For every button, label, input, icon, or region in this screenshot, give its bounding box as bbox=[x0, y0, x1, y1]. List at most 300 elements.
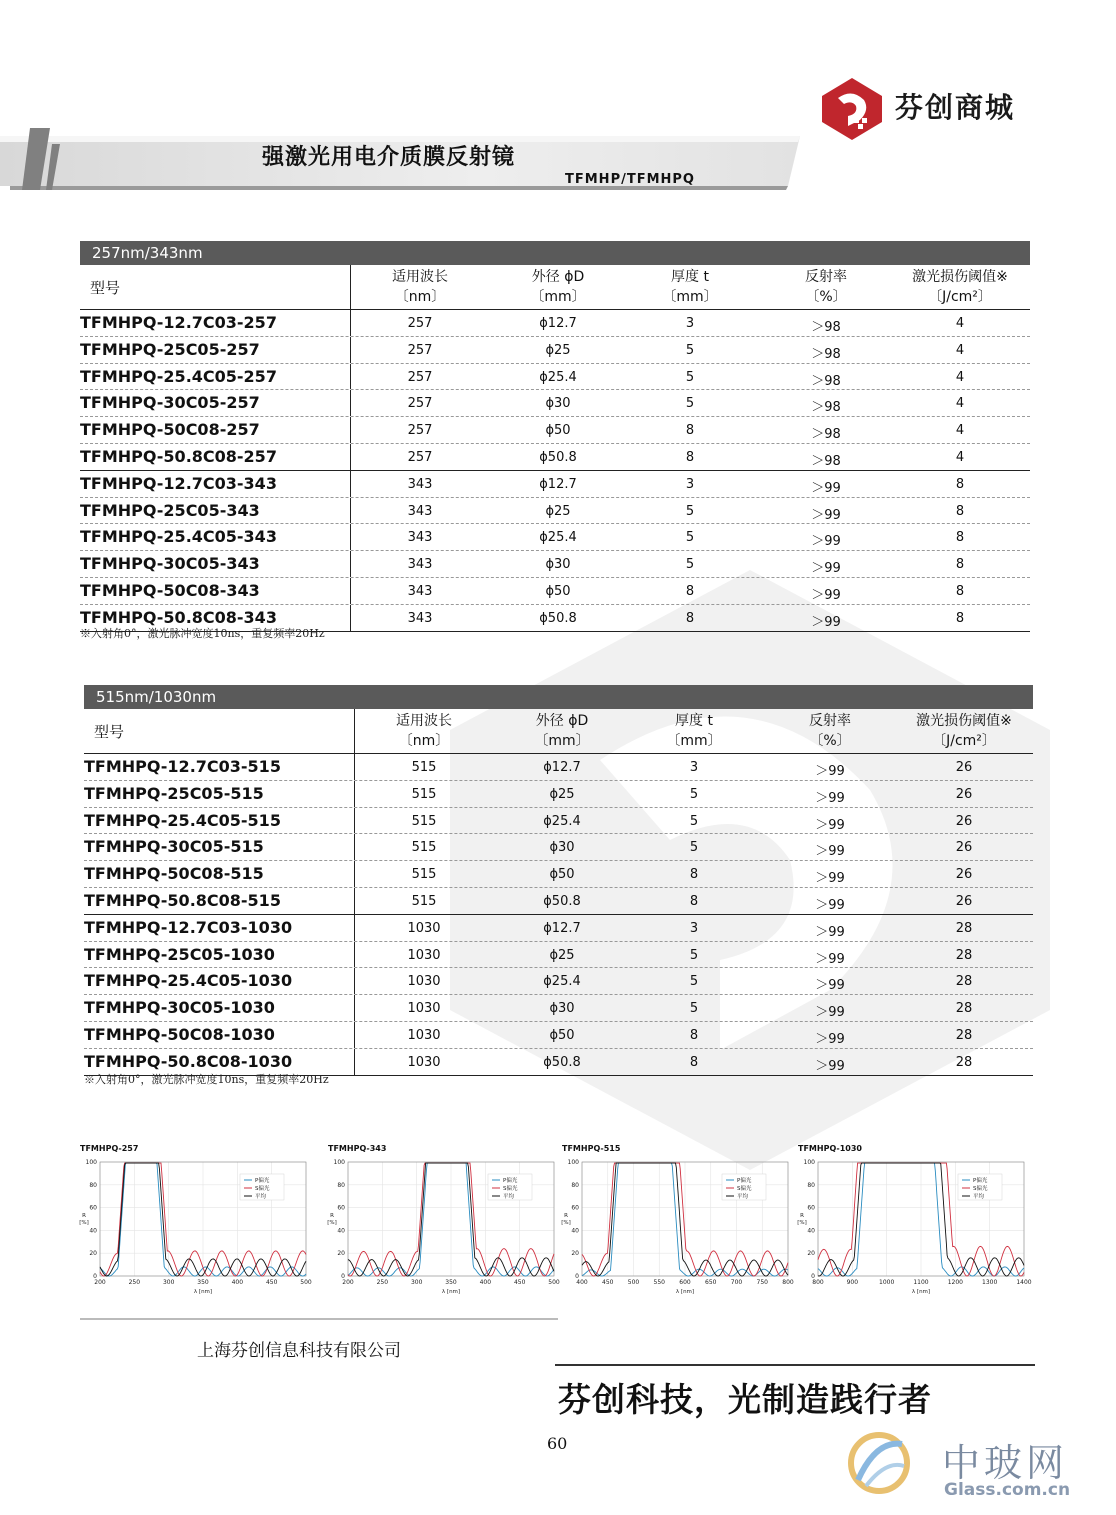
cell-reflectance: ＞99 bbox=[815, 871, 845, 887]
cell-damage-threshold: 4 bbox=[955, 423, 965, 439]
cell-reflectance: ＞98 bbox=[811, 320, 841, 335]
table-row bbox=[84, 942, 1033, 969]
cell-wavelength: 1030 bbox=[407, 1054, 441, 1070]
x-tick-label: 250 bbox=[128, 1279, 141, 1286]
cell-diameter: ϕ25 bbox=[545, 342, 571, 358]
cell-wavelength: 1030 bbox=[407, 920, 441, 936]
company-name: 上海芬创信息科技有限公司 bbox=[197, 1341, 401, 1361]
legend-label: S偏光 bbox=[737, 1186, 752, 1192]
header-label: 厚度 t bbox=[671, 269, 709, 285]
cell-diameter: ϕ25.4 bbox=[539, 369, 577, 385]
cell-diameter: ϕ30 bbox=[545, 396, 571, 412]
x-tick-label: 700 bbox=[730, 1279, 743, 1286]
cell-thickness: 8 bbox=[685, 423, 695, 439]
cell-diameter: ϕ25 bbox=[549, 947, 575, 963]
y-axis-label: [%] bbox=[79, 1220, 89, 1226]
chart-title: TFMHPQ-257 bbox=[80, 1144, 139, 1153]
cell-damage-threshold: 4 bbox=[955, 316, 965, 331]
cell-reflectance: ＞99 bbox=[811, 507, 841, 523]
table-row bbox=[80, 551, 1030, 578]
legend-label: 平均 bbox=[503, 1194, 515, 1200]
table-row bbox=[84, 781, 1033, 808]
column-header-row bbox=[84, 709, 1033, 754]
table-row bbox=[84, 915, 1033, 942]
cell-wavelength: 343 bbox=[407, 530, 433, 546]
cell-wavelength: 515 bbox=[411, 786, 437, 802]
y-tick-label: 80 bbox=[89, 1181, 97, 1189]
cell-wavelength: 343 bbox=[407, 476, 433, 492]
y-tick-label: 40 bbox=[89, 1227, 97, 1235]
cell-model: TFMHPQ-50.8C08-515 bbox=[84, 890, 281, 910]
cell-model: TFMHPQ-25.4C05-257 bbox=[80, 366, 277, 386]
y-axis-label: R bbox=[330, 1213, 334, 1219]
y-tick-label: 100 bbox=[567, 1159, 579, 1166]
x-tick-label: 750 bbox=[756, 1279, 768, 1286]
cell-thickness: 8 bbox=[689, 1027, 699, 1043]
x-axis-label: λ [nm] bbox=[911, 1289, 931, 1295]
legend-label: 平均 bbox=[255, 1194, 267, 1200]
header-label: 激光损伤阈值※ bbox=[912, 269, 1008, 285]
spec-table-515-1030 bbox=[84, 685, 1033, 1076]
cell-thickness: 8 bbox=[689, 867, 699, 883]
x-tick-label: 1300 bbox=[982, 1279, 998, 1286]
reflectance-chart-343 bbox=[326, 1144, 558, 1294]
y-tick-label: 20 bbox=[571, 1250, 579, 1258]
cell-thickness: 5 bbox=[685, 503, 695, 519]
cell-model: TFMHPQ-25C05-515 bbox=[84, 783, 264, 803]
y-tick-label: 100 bbox=[803, 1159, 815, 1166]
x-tick-label: 1000 bbox=[879, 1279, 895, 1286]
page-title: 强激光用电介质膜反射镜 bbox=[262, 145, 516, 170]
cell-thickness: 5 bbox=[689, 813, 699, 829]
cell-reflectance: ＞99 bbox=[815, 764, 845, 779]
cell-diameter: ϕ50.8 bbox=[539, 449, 577, 465]
y-tick-label: 60 bbox=[337, 1204, 345, 1212]
header-damage-threshold bbox=[890, 267, 1030, 307]
y-tick-label: 20 bbox=[89, 1250, 97, 1258]
cell-model: TFMHPQ-25.4C05-515 bbox=[84, 810, 281, 830]
legend-label: P偏光 bbox=[503, 1178, 518, 1184]
x-axis-label: λ [nm] bbox=[675, 1289, 695, 1295]
cell-reflectance: ＞99 bbox=[815, 951, 845, 967]
cell-thickness: 5 bbox=[689, 840, 699, 856]
header-unit: 〔nm〕 bbox=[398, 733, 450, 749]
cell-diameter: ϕ25.4 bbox=[539, 530, 577, 546]
cell-reflectance: ＞99 bbox=[811, 614, 841, 630]
cell-damage-threshold: 28 bbox=[955, 947, 973, 963]
y-axis-label: R bbox=[564, 1213, 568, 1219]
cell-model: TFMHPQ-50C08-257 bbox=[80, 420, 260, 440]
reflectance-chart-257 bbox=[78, 1144, 310, 1294]
header-thickness bbox=[620, 267, 760, 307]
cell-damage-threshold: 26 bbox=[955, 893, 973, 909]
cell-thickness: 5 bbox=[685, 342, 695, 358]
table-row bbox=[84, 888, 1033, 915]
slogan-divider bbox=[555, 1364, 1035, 1366]
table-row bbox=[84, 808, 1033, 835]
cell-diameter: ϕ30 bbox=[545, 557, 571, 573]
cell-reflectance: ＞99 bbox=[815, 817, 845, 833]
legend-label: 平均 bbox=[737, 1194, 749, 1200]
cell-thickness: 8 bbox=[689, 893, 699, 909]
table-row bbox=[80, 417, 1030, 444]
header-unit: 〔mm〕 bbox=[662, 289, 718, 305]
table-note: ※入射角0°，激光脉冲宽度10ns，重复频率20Hz bbox=[80, 627, 325, 640]
header-thickness bbox=[624, 711, 764, 751]
brand-name: 芬创商城 bbox=[895, 91, 1016, 124]
cell-model: TFMHPQ-30C05-343 bbox=[80, 554, 260, 574]
cell-thickness: 5 bbox=[685, 557, 695, 573]
cell-reflectance: ＞99 bbox=[815, 897, 845, 913]
table-row bbox=[80, 498, 1030, 525]
site-logo-icon bbox=[846, 1430, 912, 1496]
cell-diameter: ϕ25.4 bbox=[543, 974, 581, 990]
cell-wavelength: 515 bbox=[411, 867, 437, 883]
cell-reflectance: ＞98 bbox=[811, 453, 841, 469]
cell-wavelength: 1030 bbox=[407, 947, 441, 963]
cell-reflectance: ＞98 bbox=[811, 373, 841, 389]
cell-damage-threshold: 4 bbox=[955, 369, 965, 385]
header-unit: 〔%〕 bbox=[809, 733, 851, 749]
cell-diameter: ϕ50.8 bbox=[543, 1054, 581, 1070]
cell-model: TFMHPQ-50.8C08-343 bbox=[80, 607, 277, 627]
cell-diameter: ϕ12.7 bbox=[543, 760, 581, 775]
header-unit: 〔mm〕 bbox=[666, 733, 722, 749]
y-axis-label: R bbox=[800, 1213, 804, 1219]
y-tick-label: 20 bbox=[337, 1250, 345, 1258]
y-axis-label: [%] bbox=[561, 1220, 571, 1226]
cell-thickness: 5 bbox=[689, 786, 699, 802]
x-tick-label: 300 bbox=[410, 1279, 423, 1286]
cell-model: TFMHPQ-50C08-515 bbox=[84, 864, 264, 884]
cell-thickness: 5 bbox=[689, 974, 699, 990]
header-reflectance bbox=[756, 267, 896, 307]
cell-damage-threshold: 26 bbox=[955, 786, 973, 802]
x-tick-label: 450 bbox=[602, 1279, 614, 1286]
cell-damage-threshold: 8 bbox=[955, 503, 965, 519]
y-tick-label: 60 bbox=[571, 1204, 579, 1212]
table-row bbox=[80, 471, 1030, 498]
y-tick-label: 40 bbox=[807, 1227, 815, 1235]
x-tick-label: 350 bbox=[445, 1279, 457, 1286]
cell-thickness: 3 bbox=[689, 920, 699, 936]
x-tick-label: 450 bbox=[265, 1279, 278, 1286]
cell-diameter: ϕ12.7 bbox=[539, 316, 577, 331]
table-row bbox=[80, 310, 1030, 337]
y-tick-label: 80 bbox=[571, 1181, 579, 1189]
cell-model: TFMHPQ-30C05-515 bbox=[84, 837, 264, 857]
cell-diameter: ϕ50 bbox=[545, 423, 571, 439]
legend-label: P偏光 bbox=[737, 1178, 752, 1184]
x-tick-label: 400 bbox=[479, 1279, 492, 1286]
x-tick-label: 500 bbox=[627, 1279, 640, 1286]
cell-thickness: 3 bbox=[685, 476, 695, 492]
x-tick-label: 500 bbox=[300, 1279, 312, 1286]
cell-damage-threshold: 4 bbox=[955, 396, 965, 412]
header-diameter bbox=[492, 711, 632, 751]
header-diameter bbox=[488, 267, 628, 307]
x-tick-label: 900 bbox=[846, 1279, 859, 1286]
x-tick-label: 650 bbox=[705, 1279, 717, 1286]
x-tick-label: 300 bbox=[162, 1279, 175, 1286]
cell-reflectance: ＞99 bbox=[815, 1058, 845, 1074]
x-tick-label: 250 bbox=[376, 1279, 389, 1286]
cell-thickness: 8 bbox=[689, 1054, 699, 1070]
y-tick-label: 80 bbox=[807, 1181, 815, 1189]
cell-wavelength: 257 bbox=[407, 316, 433, 331]
cell-thickness: 5 bbox=[685, 530, 695, 546]
x-tick-label: 400 bbox=[576, 1279, 588, 1286]
y-tick-label: 40 bbox=[571, 1227, 579, 1235]
cell-wavelength: 257 bbox=[407, 423, 433, 439]
legend-label: 平均 bbox=[973, 1194, 985, 1200]
y-tick-label: 60 bbox=[89, 1204, 97, 1212]
chart-svg bbox=[78, 1144, 310, 1294]
header-wavelength bbox=[350, 267, 490, 307]
cell-thickness: 8 bbox=[685, 610, 695, 626]
cell-damage-threshold: 26 bbox=[955, 813, 973, 829]
cell-model: TFMHPQ-12.7C03-1030 bbox=[84, 917, 293, 937]
slogan: 芬创科技，光制造践行者 bbox=[558, 1380, 932, 1419]
cell-damage-threshold: 28 bbox=[955, 974, 973, 990]
table-row bbox=[80, 524, 1030, 551]
x-tick-label: 450 bbox=[513, 1279, 526, 1286]
legend-label: S偏光 bbox=[503, 1186, 518, 1192]
x-tick-label: 200 bbox=[342, 1279, 354, 1286]
cell-thickness: 3 bbox=[685, 316, 695, 331]
cell-reflectance: ＞99 bbox=[811, 561, 841, 577]
x-tick-label: 200 bbox=[94, 1279, 106, 1286]
y-tick-label: 60 bbox=[807, 1204, 815, 1212]
cell-diameter: ϕ50.8 bbox=[543, 893, 581, 909]
x-tick-label: 1400 bbox=[1016, 1279, 1032, 1286]
chart-svg bbox=[326, 1144, 558, 1294]
x-tick-label: 550 bbox=[653, 1279, 665, 1286]
cell-model: TFMHPQ-50C08-343 bbox=[80, 580, 260, 600]
y-tick-label: 100 bbox=[85, 1159, 97, 1166]
chart-svg bbox=[796, 1144, 1032, 1295]
cell-diameter: ϕ30 bbox=[549, 840, 575, 856]
cell-damage-threshold: 8 bbox=[955, 530, 965, 546]
cell-reflectance: ＞99 bbox=[811, 480, 841, 496]
spec-table-257-343 bbox=[80, 241, 1030, 632]
header-label: 激光损伤阈值※ bbox=[916, 713, 1012, 729]
header-label: 反射率 bbox=[805, 269, 847, 285]
cell-damage-threshold: 8 bbox=[955, 476, 965, 492]
cell-wavelength: 343 bbox=[407, 583, 433, 599]
y-tick-label: 20 bbox=[807, 1250, 815, 1258]
header-unit: 〔mm〕 bbox=[534, 733, 590, 749]
header-label: 适用波长 bbox=[392, 269, 448, 285]
cell-reflectance: ＞99 bbox=[811, 534, 841, 550]
x-tick-label: 800 bbox=[812, 1279, 824, 1286]
page-number: 60 bbox=[547, 1434, 568, 1453]
cell-wavelength: 1030 bbox=[407, 974, 441, 990]
y-tick-label: 0 bbox=[575, 1273, 579, 1280]
header-wavelength bbox=[354, 711, 494, 751]
cell-reflectance: ＞99 bbox=[815, 978, 845, 994]
legend-label: P偏光 bbox=[973, 1178, 988, 1184]
x-axis-label: λ [nm] bbox=[193, 1289, 213, 1295]
cell-diameter: ϕ50 bbox=[549, 867, 575, 883]
table-row bbox=[84, 834, 1033, 861]
cell-model: TFMHPQ-25C05-1030 bbox=[84, 944, 275, 964]
cell-wavelength: 257 bbox=[407, 369, 433, 385]
cell-damage-threshold: 8 bbox=[955, 583, 965, 599]
header-reflectance bbox=[760, 711, 900, 751]
cell-damage-threshold: 28 bbox=[955, 1027, 973, 1043]
y-tick-label: 80 bbox=[337, 1181, 345, 1189]
cell-reflectance: ＞99 bbox=[815, 1031, 845, 1047]
header-label: 外径 ϕD bbox=[535, 713, 589, 729]
cell-model: TFMHPQ-25.4C05-343 bbox=[80, 527, 277, 547]
header-damage-threshold bbox=[894, 711, 1034, 751]
header-label: 适用波长 bbox=[396, 713, 452, 729]
table-row bbox=[84, 968, 1033, 995]
y-axis-label: [%] bbox=[797, 1220, 807, 1226]
cell-reflectance: ＞99 bbox=[815, 1005, 845, 1021]
table-row bbox=[80, 364, 1030, 391]
cell-wavelength: 515 bbox=[411, 840, 437, 856]
site-domain: Glass.com.cn bbox=[944, 1480, 1071, 1500]
table-row bbox=[80, 444, 1030, 471]
cell-thickness: 3 bbox=[689, 760, 699, 775]
table-body bbox=[84, 754, 1033, 1076]
table-row bbox=[84, 995, 1033, 1022]
header-unit: 〔J/cm²〕 bbox=[928, 289, 992, 305]
cell-wavelength: 257 bbox=[407, 449, 433, 465]
brand-logo bbox=[818, 76, 886, 142]
cell-damage-threshold: 4 bbox=[955, 342, 965, 358]
reflectance-chart-1030 bbox=[796, 1144, 1032, 1295]
cell-reflectance: ＞98 bbox=[811, 427, 841, 443]
cell-model: TFMHPQ-30C05-1030 bbox=[84, 998, 275, 1018]
cell-wavelength: 1030 bbox=[407, 1027, 441, 1043]
cell-wavelength: 257 bbox=[407, 342, 433, 358]
cell-model: TFMHPQ-25.4C05-1030 bbox=[84, 971, 293, 991]
cell-diameter: ϕ50 bbox=[545, 583, 571, 599]
header-unit: 〔nm〕 bbox=[394, 289, 446, 305]
cell-thickness: 8 bbox=[685, 583, 695, 599]
cell-wavelength: 343 bbox=[407, 503, 433, 519]
table-row bbox=[80, 337, 1030, 364]
table-note: ※入射角0°，激光脉冲宽度10ns，重复频率20Hz bbox=[84, 1073, 329, 1086]
cell-wavelength: 515 bbox=[411, 813, 437, 829]
cell-wavelength: 515 bbox=[411, 893, 437, 909]
cell-thickness: 5 bbox=[689, 1001, 699, 1017]
site-name: 中玻网 bbox=[942, 1441, 1069, 1485]
header-label: 外径 ϕD bbox=[531, 269, 585, 285]
footer-divider bbox=[80, 1318, 558, 1320]
y-tick-label: 0 bbox=[93, 1273, 97, 1280]
table-row bbox=[80, 578, 1030, 605]
cell-diameter: ϕ25 bbox=[549, 786, 575, 802]
cell-damage-threshold: 8 bbox=[955, 610, 965, 626]
table-body bbox=[80, 310, 1030, 632]
cell-model: TFMHPQ-12.7C03-515 bbox=[84, 757, 281, 776]
cell-damage-threshold: 8 bbox=[955, 557, 965, 573]
x-axis-label: λ [nm] bbox=[441, 1289, 461, 1295]
cell-thickness: 5 bbox=[689, 947, 699, 963]
header-model: 型号 bbox=[90, 279, 121, 297]
table-row bbox=[84, 754, 1033, 781]
cell-wavelength: 343 bbox=[407, 557, 433, 573]
column-header-row bbox=[80, 265, 1030, 310]
cell-reflectance: ＞98 bbox=[811, 400, 841, 416]
x-tick-label: 800 bbox=[782, 1279, 794, 1286]
y-tick-label: 40 bbox=[337, 1227, 345, 1235]
header-unit: 〔J/cm²〕 bbox=[932, 733, 996, 749]
cell-damage-threshold: 26 bbox=[955, 840, 973, 856]
cell-damage-threshold: 28 bbox=[955, 1054, 973, 1070]
cell-reflectance: ＞99 bbox=[815, 790, 845, 806]
cell-model: TFMHPQ-50C08-1030 bbox=[84, 1024, 275, 1044]
section-header: 515nm/1030nm bbox=[84, 685, 1033, 709]
table-row bbox=[84, 861, 1033, 888]
cell-wavelength: 1030 bbox=[407, 1001, 441, 1017]
x-tick-label: 1200 bbox=[947, 1279, 963, 1286]
header-unit: 〔%〕 bbox=[805, 289, 847, 305]
cell-reflectance: ＞99 bbox=[815, 844, 845, 860]
cell-damage-threshold: 4 bbox=[955, 449, 965, 465]
cell-thickness: 5 bbox=[685, 396, 695, 412]
chart-title: TFMHPQ-343 bbox=[328, 1144, 387, 1153]
x-tick-label: 350 bbox=[197, 1279, 209, 1286]
cell-diameter: ϕ50 bbox=[549, 1027, 575, 1043]
page-subtitle: TFMHP/TFMHPQ bbox=[565, 172, 695, 187]
x-tick-label: 400 bbox=[231, 1279, 244, 1286]
y-axis-label: R bbox=[82, 1213, 86, 1219]
table-row bbox=[80, 390, 1030, 417]
legend-label: S偏光 bbox=[973, 1186, 988, 1192]
cell-diameter: ϕ25 bbox=[545, 503, 571, 519]
legend-label: S偏光 bbox=[255, 1186, 270, 1192]
cell-model: TFMHPQ-25C05-257 bbox=[80, 339, 260, 359]
chart-title: TFMHPQ-1030 bbox=[798, 1144, 862, 1153]
section-header: 257nm/343nm bbox=[80, 241, 1030, 265]
cell-damage-threshold: 28 bbox=[955, 1001, 973, 1017]
cell-diameter: ϕ12.7 bbox=[539, 476, 577, 492]
x-tick-label: 500 bbox=[548, 1279, 560, 1286]
legend-label: P偏光 bbox=[255, 1178, 270, 1184]
y-axis-label: [%] bbox=[327, 1220, 337, 1226]
chart-svg bbox=[560, 1144, 792, 1294]
header-label: 厚度 t bbox=[675, 713, 713, 729]
reflectance-chart-515 bbox=[560, 1144, 792, 1294]
cell-reflectance: ＞98 bbox=[811, 346, 841, 362]
y-tick-label: 100 bbox=[333, 1159, 345, 1166]
cell-model: TFMHPQ-50.8C08-257 bbox=[80, 446, 277, 466]
cell-thickness: 5 bbox=[685, 369, 695, 385]
header-unit: 〔mm〕 bbox=[530, 289, 586, 305]
x-tick-label: 600 bbox=[679, 1279, 691, 1286]
cell-reflectance: ＞99 bbox=[811, 587, 841, 603]
y-tick-label: 0 bbox=[811, 1273, 815, 1280]
cell-diameter: ϕ50.8 bbox=[539, 610, 577, 626]
table-row bbox=[84, 1022, 1033, 1049]
cell-damage-threshold: 26 bbox=[955, 867, 973, 883]
cell-model: TFMHPQ-30C05-257 bbox=[80, 393, 260, 413]
cell-model: TFMHPQ-12.7C03-343 bbox=[80, 473, 277, 493]
cell-wavelength: 515 bbox=[411, 760, 437, 775]
cell-diameter: ϕ12.7 bbox=[543, 920, 581, 936]
cell-model: TFMHPQ-25C05-343 bbox=[80, 500, 260, 520]
header-label: 反射率 bbox=[809, 713, 851, 729]
header-model: 型号 bbox=[94, 723, 125, 741]
cell-damage-threshold: 28 bbox=[955, 920, 973, 936]
cell-damage-threshold: 26 bbox=[955, 760, 973, 775]
x-tick-label: 1100 bbox=[913, 1279, 929, 1286]
